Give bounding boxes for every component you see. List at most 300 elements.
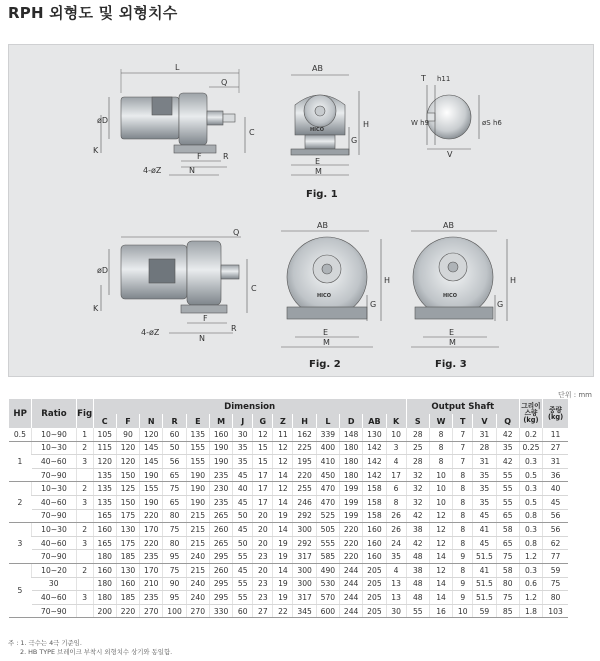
label-F: F: [197, 152, 202, 161]
column-header: Z: [273, 414, 293, 428]
value-cell: 35: [473, 468, 496, 482]
label-L: L: [175, 63, 180, 72]
value-cell: 240: [186, 577, 209, 591]
value-cell: 115: [93, 441, 116, 455]
value-cell: 55: [233, 550, 253, 564]
value-cell: 295: [209, 577, 232, 591]
value-cell: 244: [340, 591, 363, 605]
header-weight: 중량(kg): [543, 399, 568, 428]
value-cell: 60: [233, 604, 253, 618]
value-cell: 205: [363, 604, 386, 618]
value-cell: 31: [473, 428, 496, 441]
column-header: G: [253, 414, 273, 428]
value-cell: 42: [496, 428, 519, 441]
value-cell: 0.5: [519, 495, 542, 509]
value-cell: 160: [363, 536, 386, 550]
table-row: [9, 509, 592, 523]
value-cell: 14: [429, 591, 452, 605]
value-cell: 220: [340, 550, 363, 564]
value-cell: 130: [116, 563, 139, 577]
label-E-fig3: E: [449, 328, 455, 337]
value-cell: 190: [140, 495, 163, 509]
value-cell: 24: [386, 536, 406, 550]
hp-cell: 3: [9, 523, 32, 564]
column-header: J: [233, 414, 253, 428]
fig-cell: 2: [76, 482, 93, 496]
value-cell: 160: [93, 523, 116, 537]
outline-drawing-panel: [8, 44, 594, 377]
label-H-fig2: H: [384, 276, 391, 285]
value-cell: 8: [453, 563, 473, 577]
label-C: C: [249, 128, 255, 137]
value-cell: 50: [163, 441, 186, 455]
value-cell: 27: [253, 604, 273, 618]
value-cell: 13: [386, 577, 406, 591]
value-cell: 14: [429, 550, 452, 564]
value-cell: 19: [273, 509, 293, 523]
ratio-cell: 10~90: [32, 428, 76, 441]
value-cell: 20: [253, 523, 273, 537]
table-row: [9, 428, 592, 441]
column-header: R: [163, 414, 186, 428]
ratio-cell: 40~60: [32, 495, 76, 509]
label-Z: 4-øZ: [143, 166, 162, 175]
value-cell: 148: [340, 428, 363, 441]
value-cell: 300: [293, 563, 316, 577]
table-row: [9, 455, 592, 469]
value-cell: 6: [386, 482, 406, 496]
value-cell: 505: [316, 523, 339, 537]
value-cell: 170: [140, 523, 163, 537]
value-cell: 160: [93, 563, 116, 577]
value-cell: 555: [316, 536, 339, 550]
value-cell: 160: [209, 428, 232, 441]
value-cell: 3: [386, 441, 406, 455]
fig-cell: 2: [76, 441, 93, 455]
fig-cell: [76, 468, 93, 482]
table-row: [9, 495, 592, 509]
value-cell: 105: [93, 428, 116, 441]
value-cell: 1.8: [519, 604, 542, 618]
value-cell: 235: [209, 495, 232, 509]
value-cell: 75: [163, 523, 186, 537]
value-cell: 190: [140, 468, 163, 482]
label-K: K: [93, 146, 99, 155]
value-cell: 180: [93, 577, 116, 591]
table-row: [9, 577, 592, 591]
value-cell: 30: [386, 604, 406, 618]
value-cell: 41: [473, 523, 496, 537]
value-cell: 80: [163, 509, 186, 523]
ratio-cell: 70~90: [32, 550, 76, 564]
value-cell: 17: [253, 482, 273, 496]
value-cell: 15: [253, 441, 273, 455]
value-cell: 56: [543, 509, 568, 523]
value-cell: 120: [116, 455, 139, 469]
header-grease: 그리이스량(kg): [519, 399, 542, 428]
value-cell: 158: [363, 509, 386, 523]
value-cell: 215: [186, 536, 209, 550]
value-cell: 19: [273, 550, 293, 564]
value-cell: 190: [209, 441, 232, 455]
value-cell: 65: [163, 495, 186, 509]
value-cell: 80: [543, 591, 568, 605]
value-cell: 120: [140, 428, 163, 441]
table-row: [9, 482, 592, 496]
label-G-fig3: G: [497, 300, 504, 309]
value-cell: 180: [340, 441, 363, 455]
fig-cell: [76, 577, 93, 591]
hp-cell: 1: [9, 441, 32, 482]
value-cell: 17: [386, 468, 406, 482]
value-cell: 4: [386, 563, 406, 577]
value-cell: 158: [363, 482, 386, 496]
value-cell: 16: [429, 604, 452, 618]
value-cell: 240: [186, 550, 209, 564]
value-cell: 15: [253, 455, 273, 469]
value-cell: 38: [406, 523, 429, 537]
label-N-fig2: N: [199, 334, 205, 343]
value-cell: 32: [406, 482, 429, 496]
value-cell: 26: [386, 509, 406, 523]
table-row: [9, 563, 592, 577]
value-cell: 14: [273, 468, 293, 482]
table-row: [9, 550, 592, 564]
value-cell: 11: [543, 428, 568, 441]
table-row: [9, 468, 592, 482]
value-cell: 75: [496, 591, 519, 605]
value-cell: 150: [116, 468, 139, 482]
value-cell: 225: [293, 441, 316, 455]
label-H: H: [363, 120, 370, 129]
label-C-fig2: C: [251, 284, 257, 293]
value-cell: 51.5: [473, 577, 496, 591]
value-cell: 38: [406, 563, 429, 577]
label-K-fig2: K: [93, 304, 99, 313]
header-output-shaft: Output Shaft: [406, 399, 519, 414]
value-cell: 155: [140, 482, 163, 496]
value-cell: 8: [453, 509, 473, 523]
label-E: E: [315, 157, 321, 166]
value-cell: 20: [253, 563, 273, 577]
column-header: E: [186, 414, 209, 428]
value-cell: 170: [140, 563, 163, 577]
value-cell: 270: [186, 604, 209, 618]
value-cell: 142: [363, 455, 386, 469]
value-cell: 12: [429, 536, 452, 550]
label-M-fig2: M: [323, 338, 330, 347]
column-header: Q: [496, 414, 519, 428]
value-cell: 9: [453, 550, 473, 564]
value-cell: 175: [116, 536, 139, 550]
value-cell: 14: [429, 577, 452, 591]
value-cell: 339: [316, 428, 339, 441]
value-cell: 19: [273, 536, 293, 550]
value-cell: 1.2: [519, 591, 542, 605]
value-cell: 215: [186, 523, 209, 537]
value-cell: 155: [186, 441, 209, 455]
value-cell: 90: [163, 577, 186, 591]
value-cell: 160: [116, 577, 139, 591]
value-cell: 0.5: [519, 468, 542, 482]
label-AB-fig3: AB: [443, 221, 454, 230]
value-cell: 317: [293, 550, 316, 564]
label-M-fig3: M: [449, 338, 456, 347]
value-cell: 0.3: [519, 523, 542, 537]
value-cell: 90: [116, 428, 139, 441]
value-cell: 65: [496, 536, 519, 550]
column-header: L: [316, 414, 339, 428]
ratio-cell: 70~90: [32, 604, 76, 618]
value-cell: 17: [253, 495, 273, 509]
value-cell: 65: [163, 468, 186, 482]
value-cell: 525: [316, 509, 339, 523]
value-cell: 42: [406, 536, 429, 550]
value-cell: 11: [273, 428, 293, 441]
value-cell: 190: [186, 495, 209, 509]
value-cell: 59: [543, 563, 568, 577]
value-cell: 36: [543, 468, 568, 482]
value-cell: 300: [293, 577, 316, 591]
value-cell: 240: [186, 591, 209, 605]
value-cell: 12: [429, 523, 452, 537]
value-cell: 55: [406, 604, 429, 618]
value-cell: 470: [316, 495, 339, 509]
value-cell: 10: [386, 428, 406, 441]
value-cell: 48: [406, 577, 429, 591]
column-header: C: [93, 414, 116, 428]
value-cell: 195: [293, 455, 316, 469]
value-cell: 80: [163, 536, 186, 550]
value-cell: 330: [209, 604, 232, 618]
value-cell: 180: [93, 550, 116, 564]
value-cell: 31: [543, 455, 568, 469]
value-cell: 300: [293, 523, 316, 537]
value-cell: 244: [340, 604, 363, 618]
value-cell: 7: [453, 441, 473, 455]
ratio-cell: 10~30: [32, 441, 76, 455]
value-cell: 215: [186, 563, 209, 577]
value-cell: 0.3: [519, 563, 542, 577]
fig3-caption: Fig. 3: [435, 359, 467, 370]
value-cell: 28: [473, 441, 496, 455]
column-header: S: [406, 414, 429, 428]
value-cell: 0.2: [519, 428, 542, 441]
table-row: [9, 523, 592, 537]
value-cell: 450: [316, 468, 339, 482]
value-cell: 130: [116, 523, 139, 537]
value-cell: 125: [116, 482, 139, 496]
value-cell: 400: [316, 441, 339, 455]
value-cell: 585: [316, 550, 339, 564]
value-cell: 60: [163, 428, 186, 441]
value-cell: 220: [293, 468, 316, 482]
fig-cell: [76, 604, 93, 618]
value-cell: 35: [473, 495, 496, 509]
brand-label: HICO: [310, 127, 324, 133]
value-cell: 8: [429, 455, 452, 469]
column-header: K: [386, 414, 406, 428]
value-cell: 260: [209, 523, 232, 537]
value-cell: 120: [93, 455, 116, 469]
value-cell: 9: [453, 591, 473, 605]
value-cell: 220: [116, 604, 139, 618]
column-header: T: [453, 414, 473, 428]
value-cell: 75: [543, 577, 568, 591]
value-cell: 1.2: [519, 550, 542, 564]
value-cell: 8: [453, 523, 473, 537]
dimension-table: [8, 399, 592, 618]
outline-drawings: [9, 45, 593, 376]
fig-cell: 3: [76, 495, 93, 509]
value-cell: 42: [496, 455, 519, 469]
value-cell: 31: [473, 455, 496, 469]
value-cell: 210: [140, 577, 163, 591]
value-cell: 20: [253, 536, 273, 550]
value-cell: 55: [233, 577, 253, 591]
shaft-detail: [427, 85, 479, 149]
label-D-fig2: øD: [97, 266, 109, 275]
ratio-cell: 10~30: [32, 482, 76, 496]
column-header-row: [9, 414, 592, 428]
value-cell: 26: [386, 523, 406, 537]
value-cell: 12: [273, 482, 293, 496]
value-cell: 23: [253, 577, 273, 591]
ratio-cell: 70~90: [32, 468, 76, 482]
value-cell: 35: [233, 441, 253, 455]
value-cell: 145: [140, 455, 163, 469]
table-row: [9, 441, 592, 455]
value-cell: 295: [209, 591, 232, 605]
value-cell: 135: [93, 495, 116, 509]
column-header: D: [340, 414, 363, 428]
value-cell: 165: [93, 509, 116, 523]
footnote-1: 주 : 1. 극수는 4극 기준임.: [8, 639, 82, 647]
value-cell: 199: [340, 509, 363, 523]
value-cell: 45: [473, 509, 496, 523]
value-cell: 260: [209, 563, 232, 577]
value-cell: 12: [273, 441, 293, 455]
value-cell: 230: [209, 482, 232, 496]
value-cell: 205: [363, 563, 386, 577]
value-cell: 10: [429, 482, 452, 496]
value-cell: 19: [273, 577, 293, 591]
value-cell: 270: [140, 604, 163, 618]
value-cell: 55: [496, 495, 519, 509]
value-cell: 75: [163, 563, 186, 577]
value-cell: 12: [429, 563, 452, 577]
value-cell: 162: [293, 428, 316, 441]
value-cell: 51.5: [473, 591, 496, 605]
value-cell: 17: [253, 468, 273, 482]
value-cell: 75: [496, 550, 519, 564]
value-cell: 0.3: [519, 482, 542, 496]
value-cell: 160: [363, 550, 386, 564]
value-cell: 8: [453, 536, 473, 550]
value-cell: 205: [363, 577, 386, 591]
value-cell: 7: [453, 455, 473, 469]
value-cell: 190: [209, 455, 232, 469]
value-cell: 295: [209, 550, 232, 564]
value-cell: 0.8: [519, 536, 542, 550]
value-cell: 155: [186, 455, 209, 469]
label-Q-fig2: Q: [233, 228, 240, 237]
value-cell: 185: [116, 550, 139, 564]
value-cell: 220: [140, 536, 163, 550]
value-cell: 40: [233, 482, 253, 496]
label-R-fig2: R: [231, 324, 237, 333]
value-cell: 490: [316, 563, 339, 577]
value-cell: 255: [293, 482, 316, 496]
value-cell: 35: [233, 455, 253, 469]
label-G: G: [351, 136, 358, 145]
value-cell: 42: [406, 509, 429, 523]
value-cell: 199: [340, 495, 363, 509]
value-cell: 56: [543, 523, 568, 537]
value-cell: 56: [163, 455, 186, 469]
fig-cell: 3: [76, 536, 93, 550]
value-cell: 100: [163, 604, 186, 618]
value-cell: 220: [140, 509, 163, 523]
value-cell: 48: [406, 591, 429, 605]
value-cell: 600: [316, 604, 339, 618]
value-cell: 45: [233, 468, 253, 482]
label-D: øD: [97, 116, 109, 125]
value-cell: 135: [93, 482, 116, 496]
value-cell: 158: [363, 495, 386, 509]
value-cell: 0.6: [519, 577, 542, 591]
label-W: W h9: [411, 119, 430, 127]
fig1-caption: Fig. 1: [306, 189, 338, 200]
value-cell: 235: [209, 468, 232, 482]
value-cell: 10: [429, 468, 452, 482]
value-cell: 35: [386, 550, 406, 564]
ratio-cell: 70~90: [32, 509, 76, 523]
value-cell: 150: [116, 495, 139, 509]
value-cell: 55: [233, 591, 253, 605]
value-cell: 160: [363, 523, 386, 537]
value-cell: 48: [406, 550, 429, 564]
hp-cell: 2: [9, 482, 32, 523]
value-cell: 142: [363, 441, 386, 455]
value-cell: 265: [209, 509, 232, 523]
value-cell: 8: [453, 468, 473, 482]
ratio-cell: 10~30: [32, 523, 76, 537]
value-cell: 145: [140, 441, 163, 455]
footnote-2: 2. HB TYPE 브레이크 부착시 외형치수 상기와 동일함.: [20, 648, 173, 656]
brand-label-fig2: HICO: [317, 293, 331, 299]
value-cell: 58: [496, 523, 519, 537]
fig1-end-view: [291, 75, 359, 175]
brand-label-fig3: HICO: [443, 293, 457, 299]
header-hp: HP: [9, 399, 32, 428]
label-E-fig2: E: [323, 328, 329, 337]
fig-cell: 2: [76, 563, 93, 577]
column-header: M: [209, 414, 232, 428]
value-cell: 220: [340, 536, 363, 550]
value-cell: 51.5: [473, 550, 496, 564]
footnotes: [8, 639, 172, 657]
value-cell: 530: [316, 577, 339, 591]
value-cell: 180: [340, 455, 363, 469]
hp-cell: 0.5: [9, 428, 32, 441]
value-cell: 135: [186, 428, 209, 441]
value-cell: 28: [406, 455, 429, 469]
value-cell: 8: [429, 441, 452, 455]
value-cell: 8: [386, 495, 406, 509]
fig-cell: 3: [76, 455, 93, 469]
value-cell: 185: [116, 591, 139, 605]
